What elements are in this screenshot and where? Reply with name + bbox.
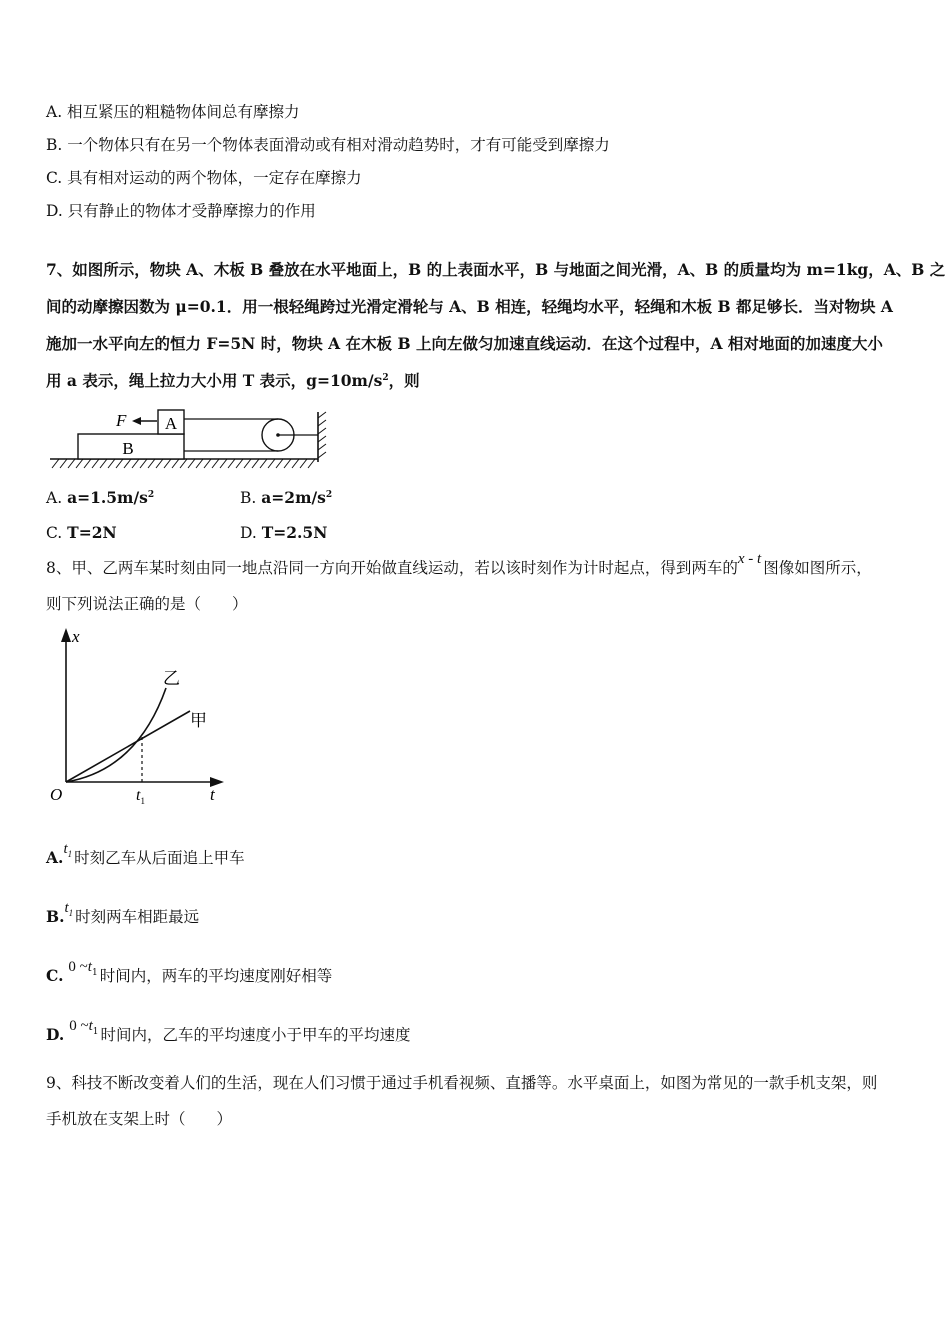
q8-option-b-letter: B. <box>46 907 65 926</box>
q8-option-a-letter: A. <box>46 848 64 867</box>
q7-option-a-exponent: 2 <box>147 489 155 500</box>
q7-text-line-4 <box>46 371 420 391</box>
q7-option-b <box>240 488 332 508</box>
q7-option-b-letter: B. <box>240 489 262 507</box>
y-axis-arrowhead <box>61 628 71 642</box>
q8-option-d-text: 时间内，乙车的平均速度小于甲车的平均速度 <box>100 1026 411 1044</box>
q7-option-a-text: a=1.5m/s <box>67 488 148 507</box>
q7-figure <box>46 404 336 470</box>
board-b-label: B <box>122 439 134 458</box>
q7-text-line-3: 施加一水平向左的恒力 F=5N 时，物块 A 在木板 B 上向左做匀加速直线运动．在这个过程中，A 相对地面的加速度大小 <box>46 334 883 353</box>
q8-text-line-2: 则下列说法正确的是（ ） <box>46 595 248 613</box>
q8-option-c-math: 0 $\sim t_1$ <box>68 959 98 978</box>
q8-option-c-letter: C. <box>46 966 64 985</box>
q8-option-c <box>46 959 333 993</box>
q8-text-line-1 <box>46 551 872 579</box>
q7-option-b-text: a=2m/s <box>261 488 326 507</box>
q8-option-b-text: 时刻两车相距最远 <box>75 908 200 926</box>
block-a-label: A <box>164 414 178 433</box>
ground-hatching <box>52 459 315 468</box>
q8-line-1-main: 8、甲、乙两车某时刻由同一地点沿同一方向开始做直线运动，若以该时刻作为计时起点，得到两车的 <box>46 559 738 577</box>
q6-option-b: B. 一个物体只有在另一个物体表面滑动或有相对滑动趋势时，才有可能受到摩擦力 <box>46 136 610 154</box>
line-jia-label: 甲 <box>190 711 207 730</box>
q8-option-c-text: 时间内，两车的平均速度刚好相等 <box>99 967 333 985</box>
q7-option-c-text: T=2N <box>67 523 117 542</box>
q9-text-line-1: 9、科技不断改变着人们的生活，现在人们习惯于通过手机看视频、直播等。水平桌面上，如图为常见的一款手机支架，则 <box>46 1074 878 1092</box>
q7-option-c-letter: C. <box>46 524 68 542</box>
q8-math-xt: x - t <box>737 551 762 567</box>
q8-line-1-tail: 图像如图所示， <box>763 559 872 577</box>
q7-option-a-letter: A. <box>46 489 68 507</box>
q8-option-a-math: $t_1$ <box>63 841 73 859</box>
q8-option-a-text: 时刻乙车从后面追上甲车 <box>74 849 245 867</box>
line-jia <box>66 711 190 782</box>
q7-line-4-tail: ，则 <box>388 371 420 390</box>
t1-tick-label: $t_1$ <box>136 787 145 806</box>
x-axis-label: t <box>210 785 215 804</box>
q8-option-d-math: 0 $\sim t_1$ <box>69 1018 99 1037</box>
q6-option-a: A. 相互紧压的粗糙物体间总有摩擦力 <box>46 103 300 121</box>
force-label: F <box>116 411 127 430</box>
q7-line-4-exponent: 2 <box>382 372 389 383</box>
q6-option-c: C. 具有相对运动的两个物体，一定存在摩擦力 <box>46 169 362 187</box>
curve-yi <box>66 688 166 782</box>
q7-option-d <box>240 523 327 543</box>
origin-label: O <box>50 785 63 804</box>
q9-text-line-2: 手机放在支架上时（ ） <box>46 1110 233 1128</box>
y-axis-label: x <box>72 627 80 646</box>
q8-option-d <box>46 1018 411 1052</box>
q7-text-line-1: 7、如图所示，物块 A、木板 B 叠放在水平地面上，B 的上表面水平，B 与地面之间光滑，A、B 的质量均为 m=1kg，A、B 之 <box>46 260 946 279</box>
q7-text-line-2: 间的动摩擦因数为 μ=0.1．用一根轻绳跨过光滑定滑轮与 A、B 相连，轻绳均水平，轻绳和木板 B 都足够长．当对物块 A <box>46 297 893 316</box>
q7-option-d-letter: D. <box>240 524 262 542</box>
q6-option-d: D. 只有静止的物体才受静摩擦力的作用 <box>46 202 316 220</box>
q7-option-c <box>46 523 117 543</box>
q7-line-4-main: 用 a 表示，绳上拉力大小用 T 表示，g=10m/s <box>46 371 383 390</box>
curve-yi-label: 乙 <box>163 669 180 688</box>
q8-option-a <box>46 841 245 874</box>
wall-hatching <box>318 412 326 458</box>
q7-option-b-exponent: 2 <box>325 489 333 500</box>
q8-option-d-letter: D. <box>46 1025 65 1044</box>
q8-option-b <box>46 900 200 933</box>
q7-option-a <box>46 488 154 508</box>
q8-xt-graph <box>44 622 244 812</box>
q7-option-d-text: T=2.5N <box>261 523 328 542</box>
q8-option-b-math: $t_1$ <box>64 900 74 918</box>
force-arrowhead <box>132 417 141 425</box>
